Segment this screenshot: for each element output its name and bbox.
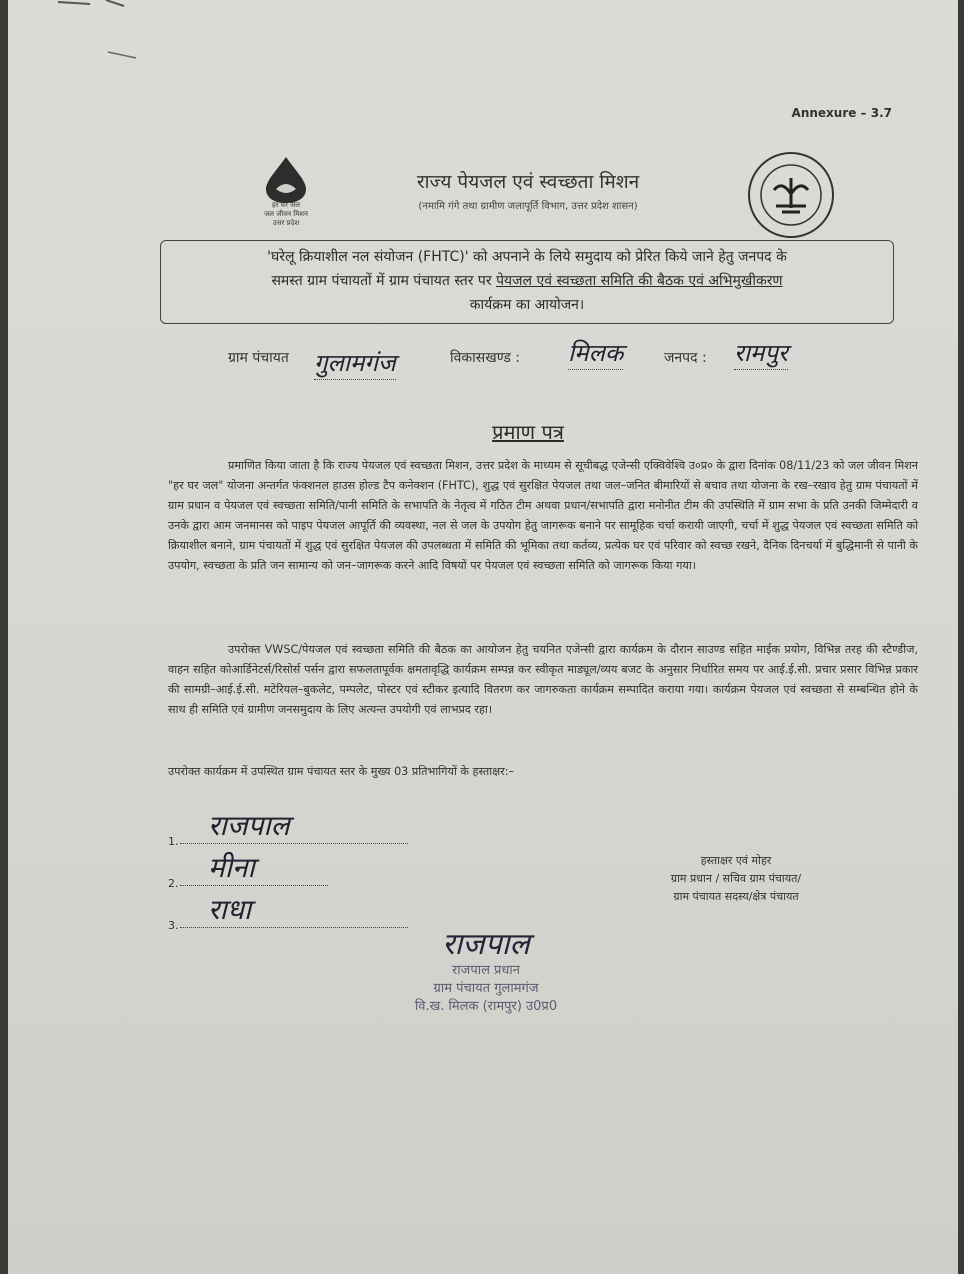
gram-panchayat-value: गुलामगंज [314,346,396,380]
pradhan-stamp [366,928,606,1016]
annexure-label: Annexure – 3.7 [791,106,892,120]
mission-title: राज्य पेयजल एवं स्वच्छता मिशन [416,171,640,193]
paragraph-2: उपरोक्त VWSC/पेयजल एवं स्वच्छता समिति की बैठक का आयोजन हेतु चयनित एजेन्सी द्वारा कार्यक्रम के दौरान साउण्ड सहित माईक प्रयोग, विभिन्न तरह की स्टैण्डीज, वाहन सहित कोआर्डिनेटर्स/रिसोर्स पर्सन द्वारा सफलतापूर्वक क्षमतावृद्धि कार्यक्रम सम्पन्न कर स्वीकृत माड्यूल/व्यय बजट के अनुसार निर्धारित समय पर आई.ई.सी. प्रचार प्रसार विभिन्न प्रकार की सामग्री–आई.ई.सी. मटेरियल–बुकलेट, पम्पलेट, पोस्टर एवं स्टीकर इत्यादि वितरण कर जागरुकता कार्यक्रम सम्पादित कराया गया। कार्यक्रम पेयजल एवं स्वच्छता से सम्बन्धित होने के साथ ही समिति एवं ग्रामीण जनसमुदाय के लिए अत्यन्त उपयोगी एवं लाभप्रद रहा। [168,643,918,716]
box-line-2: समस्त ग्राम पंचायतों में ग्राम पंचायत स्तर पर पेयजल एवं स्वच्छता समिति की बैठक एवं अभिमुखीकरण [271,273,783,289]
stamp-line-3: वि.ख. मिलक (रामपुर) उ0प्र0 [414,999,558,1014]
box-line-3: कार्यक्रम का आयोजन। [469,297,585,313]
signatory-line-1: हस्ताक्षर एवं मोहर [700,854,772,867]
signatory-block [636,852,836,906]
paragraph-1: प्रमाणित किया जाता है कि राज्य पेयजल एवं स्वच्छता मिशन, उत्तर प्रदेश के माध्यम से सूचीबद्ध एजेन्सी एक्विवेश्वि उ०प्र० के द्वारा दिनांक 08/11/23 को जल जीवन मिशन "हर घर जल" योजना अन्तर्गत फंक्शनल हाउस होल्ड टैप कनेक्शन (FHTC), शुद्ध एवं सुरक्षित पेयजल तथा जल–जनित बीमारियों से बचाव तथा योजना के रख–रखाव हेतु ग्राम पंचायतों में ग्राम प्रधान व पेयजल एवं स्वच्छता समिति/पानी समिति के सभापति के नेतृत्व में गठित टीम अथवा प्रधान/सभापति द्वारा मनोनीत टीम की उपस्थिति में ग्राम सभा के प्रति उनकी जिम्मेदारी व उनके द्वारा आम जनमानस को पाइप पेयजल आपूर्ति की व्यवस्था, नल से जल के उपयोग हेतु जागरूक बनाने पर सामूहिक चर्चा करायी जाएगी, चर्चा में शुद्ध पेयजल एवं स्वच्छता समिति को क्रियाशील बनाने, ग्राम पंचायतों में शुद्ध एवं सुरक्षित पेयजल की उपलब्धता में समिति की भूमिका तथा कर्तव्य, प्रत्येक घर एवं परिवार को स्वच्छ रखने, दैनिक दिनचर्या में बुद्धिमानी से पानी के उपयोग, स्वच्छता के प्रति जन सामान्य को जन–जागरूक करने आदि विषयों पर पेयजल एवं स्वच्छता समिति को जागरूक किया गया। [168,459,918,572]
logo-text-2: जल जीवन मिशन [264,210,308,218]
water-drop-icon [246,155,326,203]
pradhan-signature: राजपाल [442,927,530,962]
signatory-line-3: ग्राम पंचायत सदस्य/क्षेत्र पंचायत [673,890,799,903]
mission-subtitle: (नमामि गंगे तथा ग्रामीण जलापूर्ति विभाग, उत्तर प्रदेश शासन) [418,201,638,212]
participant-signature: मीना [208,851,255,884]
vikaskhand-value: मिलक [568,336,623,370]
signatory-line-2: ग्राम प्रधान / सचिव ग्राम पंचायत/ [670,872,802,885]
logo-text-3: उत्तर प्रदेश [272,219,300,227]
logo-text-1: हर घर जल [272,201,300,209]
janpad-value: रामपुर [734,336,788,370]
participant-signature: राधा [208,893,252,926]
participant-row: 1. राजपाल [168,808,428,848]
box-line-1: 'घरेलू क्रियाशील नल संयोजन (FHTC)' को अपनाने के लिये समुदाय को प्रेरित किये जाने हेतु जनपद के [267,249,787,265]
paragraph-3: उपरोक्त कार्यक्रम में उपस्थित ग्राम पंचायत स्तर के मुख्य 03 प्रतिभागियों के हस्ताक्षर:– [168,765,515,778]
location-fields [228,339,848,377]
up-government-seal [746,150,836,240]
certificate-heading: प्रमाण पत्र [492,420,564,444]
corner-scribble [28,0,168,80]
participant-row: 3. राधा [168,892,428,932]
stamp-line-1: राजपाल प्रधान [451,963,520,978]
certificate-page [8,0,958,1274]
participant-signature: राजपाल [208,809,290,842]
har-ghar-jal-logo [246,155,326,235]
gram-panchayat-label: ग्राम पंचायत [228,350,289,366]
stamp-line-2: ग्राम पंचायत गुलामगंज [433,981,539,996]
vikaskhand-label: विकासखण्ड : [450,350,521,366]
program-title-box [160,240,894,324]
participant-row: 2. मीना [168,850,428,890]
janpad-label: जनपद : [664,350,707,366]
box-line-2-underlined: पेयजल एवं स्वच्छता समिति की बैठक एवं अभिमुखीकरण [496,273,783,289]
